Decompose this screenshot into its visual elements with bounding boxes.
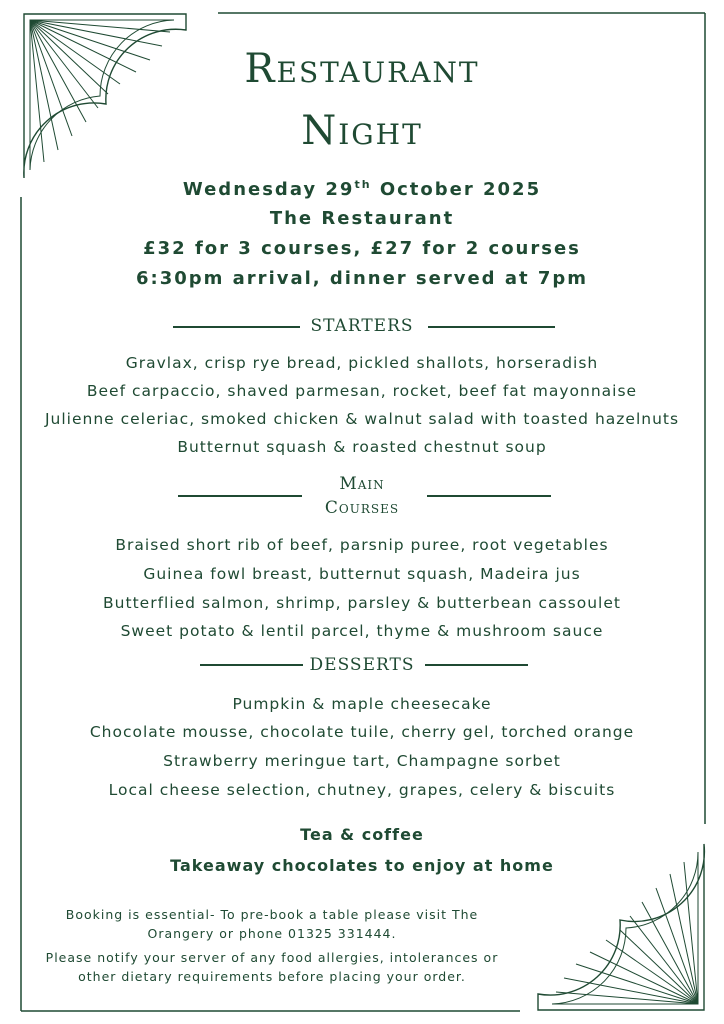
tea-coffee: Tea & coffee [300, 825, 424, 844]
event-timing: 6:30pm arrival, dinner served at 7pm [135, 268, 588, 289]
page-title-line-1 [0, 46, 724, 92]
dessert-item-2: Chocolate mousse, chocolate tuile, cherry gel, torched orange [89, 723, 635, 741]
main-item-4: Sweet potato & lentil parcel, thyme & mushroom sauce [120, 622, 604, 640]
main-item-3: Butterflied salmon, shrimp, parsley & butterbean cassoulet [103, 594, 621, 612]
event-date [0, 178, 724, 200]
starters-heading: STARTERS [310, 316, 414, 336]
event-date-rest: October 2025 [371, 179, 542, 200]
starter-item-3: Julienne celeriac, smoked chicken & walnut salad with toasted hazelnuts [44, 410, 680, 428]
starter-item-1: Gravlax, crisp rye bread, pickled shallots, horseradish [125, 354, 599, 372]
desserts-heading: DESSERTS [309, 655, 415, 675]
mains-heading-line-2: Courses [324, 498, 400, 518]
booking-note [22, 905, 522, 943]
starter-item-2: Beef carpaccio, shaved parmesan, rocket, beef fat mayonnaise [86, 382, 638, 400]
event-date-suffix: th [354, 178, 372, 191]
mains-heading-line-1: Main [339, 474, 385, 494]
event-date-prefix: Wednesday 29 [182, 179, 355, 200]
dessert-item-3: Strawberry meringue tart, Champagne sorbet [163, 752, 561, 770]
top-left-fan-ornament [22, 12, 190, 182]
allergy-line-2: other dietary requirements before placing your order. [78, 969, 466, 984]
title-night: Night [301, 108, 423, 154]
event-venue: The Restaurant [269, 208, 455, 229]
booking-line-2: Orangery or phone 01325 331444. [147, 926, 397, 941]
main-item-2: Guinea fowl breast, butternut squash, Madeira jus [143, 565, 581, 583]
dessert-item-1: Pumpkin & maple cheesecake [232, 695, 492, 713]
takeaway-chocolates: Takeaway chocolates to enjoy at home [170, 856, 554, 875]
allergy-line-1: Please notify your server of any food allergies, intolerances or [45, 950, 499, 965]
event-price: £32 for 3 courses, £27 for 2 courses [143, 238, 581, 259]
page-title-line-2 [0, 108, 724, 154]
allergy-note [22, 948, 522, 986]
title-restaurant: Restaurant [244, 46, 480, 92]
main-item-1: Braised short rib of beef, parsnip puree, root vegetables [115, 536, 609, 554]
dessert-item-4: Local cheese selection, chutney, grapes, celery & biscuits [108, 781, 616, 799]
starter-item-4: Butternut squash & roasted chestnut soup [177, 438, 547, 456]
booking-line-1: Booking is essential- To pre-book a table please visit The [65, 907, 479, 922]
mains-divider-left [178, 495, 302, 497]
mains-divider-right [427, 495, 551, 497]
